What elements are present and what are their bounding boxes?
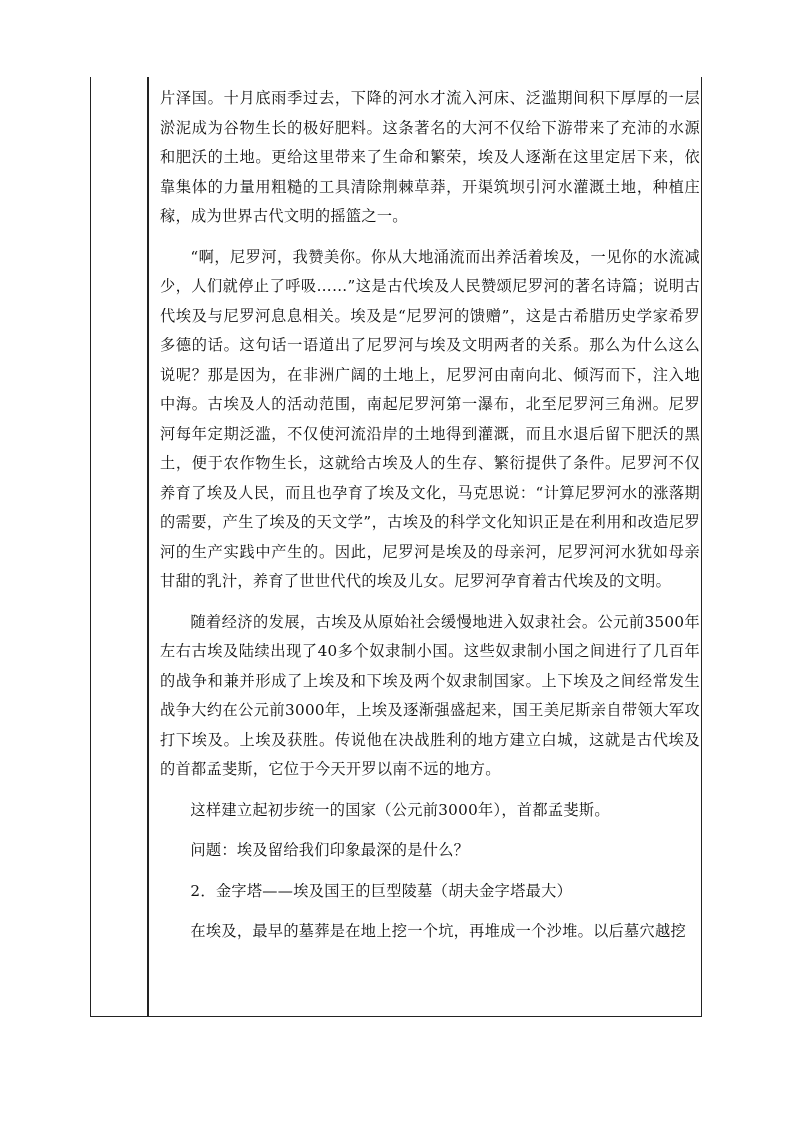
paragraph-3: 随着经济的发展，古埃及从原始社会缓慢地进入奴隶社会。公元前3500年左右古埃及陆续出现了40多个奴隶制小国。这些奴隶制小国之间进行了几百年的战争和兼并形成了上埃及和下埃及两个奴隶制国家。上下埃及之间经常发生战争大约在公元前3000年，上埃及逐渐强盛起来，国王美尼斯亲自带领大军攻打下埃及。上埃及获胜。传说他在决战胜利的地方建立白城，这就是古代埃及的首都孟斐斯，它位于今天开罗以南不远的地方。 <box>160 612 700 778</box>
paragraph-7: 在埃及，最早的墓葬是在地上挖一个坑，再堆成一个沙堆。以后墓穴越挖 <box>190 922 686 940</box>
paragraph-5: 问题：埃及留给我们印象最深的是什么？ <box>190 841 470 859</box>
paragraph-4: 这样建立起初步统一的国家（公元前3000年），首都孟斐斯。 <box>190 800 610 819</box>
table-content-cell <box>160 84 700 958</box>
section-heading-pyramid: 2．金字塔——埃及国王的巨型陵墓（胡夫金字塔最大） <box>190 881 573 900</box>
table-column-left <box>91 77 148 1016</box>
paragraph-1: 片泽国。十月底雨季过去，下降的河水才流入河床、泛滥期间积下厚厚的一层淤泥成为谷物生长的极好肥料。这条著名的大河不仅给下游带来了充沛的水源和肥沃的土地。更给这里带来了生命和繁荣，埃及人逐渐在这里定居下来，依靠集体的力量用粗糙的工具清除荆棘草莽，开渠筑坝引河水灌溉土地，种植庄稼，成为世界古代文明的摇篮之一。 <box>160 89 700 225</box>
paragraph-2: “啊，尼罗河，我赞美你。你从大地涌流而出养活着埃及，一见你的水流减少，人们就停止了呼吸……”这是古代埃及人民赞颂尼罗河的著名诗篇；说明古代埃及与尼罗河息息相关。埃及是“尼罗河的馈赠”，这是古希腊历史学家希罗多德的话。这句话一语道出了尼罗河与埃及文明两者的关系。那么为什么这么说呢？那是因为，在非洲广阔的土地上，尼罗河由南向北、倾泻而下，注入地中海。古埃及人的活动范围，南起尼罗河第一瀑布，北至尼罗河三角洲。尼罗河每年定期泛滥，不仅使河流沿岸的土地得到灌溉，而且水退后留下肥沃的黑土，便于农作物生长，这就给古埃及人的生存、繁衍提供了条件。尼罗河不仅养育了埃及人民，而且也孕育了埃及文化，马克思说：“计算尼罗河水的涨落期的需要，产生了埃及的天文学”，古埃及的科学文化知识正是在利用和改造尼罗河的生产实践中产生的。因此，尼罗河是埃及的母亲河，尼罗河河水犹如母亲甘甜的乳汁，养育了世世代代的埃及儿女。尼罗河孕育着古代埃及的文明。 <box>160 247 700 590</box>
table-column-divider <box>148 77 149 1016</box>
